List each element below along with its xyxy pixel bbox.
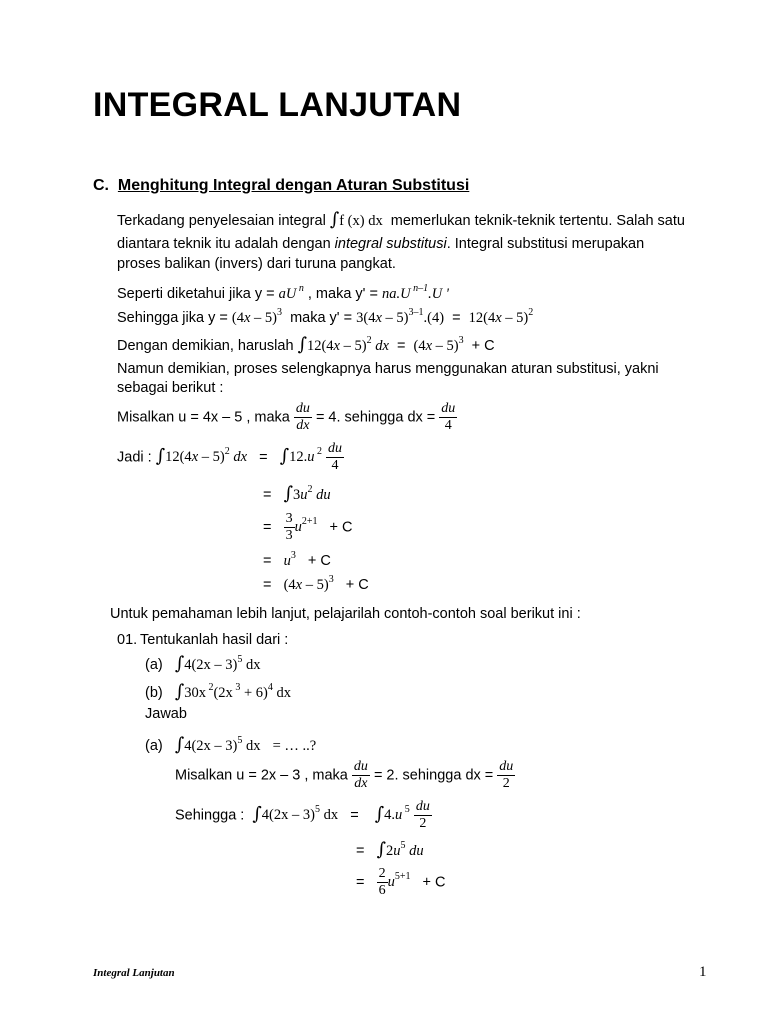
formula: $u^{2+1}$ <box>294 516 318 536</box>
jadi-step-3 <box>263 511 353 544</box>
fraction-du-2: $\frac{du}{2}$ <box>499 759 514 791</box>
sehingga-step-2 <box>356 839 424 860</box>
label-b: (b) <box>145 685 163 701</box>
misalkan-text: = 2. sehingga dx = <box>373 767 494 784</box>
fraction-du-dx: $\frac{du}{dx}$ <box>295 401 310 433</box>
fraction-du-4: $\frac{du}{4}$ <box>441 401 456 433</box>
formula: $u^3$ <box>283 550 296 569</box>
integral-sign: ∫ <box>174 681 185 702</box>
jadi-label: Jadi : <box>117 449 152 466</box>
intro-line-3: proses balikan (invers) dari turuna pangkat. <box>117 256 396 272</box>
formula: 4(2x – 3)$^5$ dx <box>184 654 261 673</box>
misalkan-text: Misalkan u = 4x – 5 , maka <box>117 409 290 426</box>
fraction-du-2: $\frac{du}{2}$ <box>415 799 430 831</box>
namun-line-2: sebagai berikut : <box>117 380 224 396</box>
dengan-line <box>117 334 495 355</box>
misalkan-text: = 4. sehingga dx = <box>315 409 436 426</box>
misalkan-text: Misalkan u = 2x – 3 , maka <box>175 767 348 784</box>
intro-text: Terkadang penyelesaian integral <box>117 213 326 229</box>
fraction-du-dx: $\frac{du}{dx}$ <box>353 759 368 791</box>
label-a: (a) <box>145 657 163 673</box>
seperti-text: Seperti diketahui jika y = <box>117 286 275 302</box>
equals: = <box>263 519 272 536</box>
section-heading <box>93 177 469 195</box>
sehingga-maka: maka y' = <box>290 310 353 326</box>
formula-y: aU $^n$ <box>278 283 304 302</box>
equals: = <box>350 807 359 824</box>
misalkan-line-2 <box>175 759 515 792</box>
integral-sign: ∫ <box>297 334 307 355</box>
constant: + C <box>345 577 369 593</box>
dengan-text: Dengan demikian, haruslah <box>117 338 294 354</box>
equals: = <box>263 577 272 593</box>
jadi-step-5 <box>263 574 369 594</box>
sehingga-label: Sehingga : <box>175 807 245 824</box>
footer-title: Integral Lanjutan <box>93 967 175 979</box>
formula: $u^{5+1}$ <box>387 871 411 891</box>
equals: = <box>263 553 272 569</box>
equals: = <box>259 449 268 466</box>
seperti-maka: , maka y' = <box>307 286 378 302</box>
namun-line-1: Namun demikian, proses selengkapnya harus menggunakan aturan substitusi, yakni <box>117 361 659 377</box>
formula: 12.u $^2$ <box>289 446 322 466</box>
equals: = <box>356 843 365 859</box>
intro-text: memerlukan teknik-teknik tertentu. Salah satu <box>390 213 685 229</box>
integral-sign: ∫ <box>374 803 385 825</box>
label-a: (a) <box>145 738 163 754</box>
fraction-2-6: $\frac{2}{6}$ <box>378 866 386 898</box>
jadi-step-2 <box>263 483 331 504</box>
equals: = <box>263 487 272 503</box>
equals: = <box>356 874 365 891</box>
fraction-du-4: $\frac{du}{4}$ <box>327 441 342 473</box>
page-title: INTEGRAL LANJUTAN <box>93 86 462 124</box>
sehingga-line-2 <box>175 799 432 832</box>
integral-expression: f (x) dx <box>339 213 383 229</box>
jawab-a <box>145 734 316 755</box>
constant: + C <box>329 519 353 536</box>
sehingga-step-3 <box>356 866 446 899</box>
section-title: Menghitung Integral dengan Aturan Substitusi <box>117 177 470 194</box>
page-number: 1 <box>699 964 707 980</box>
intro-text: diantara teknik itu adalah dengan <box>117 236 331 252</box>
constant: + C <box>307 553 331 569</box>
intro-line-2 <box>117 236 644 252</box>
formula: 4(2x – 3)$^5$ dx <box>184 735 261 754</box>
dots: = … ..? <box>272 738 317 754</box>
formula: 3(4x – 5)$^{3-1}$.(4) <box>356 307 445 326</box>
soal-text: Tentukanlah hasil dari : <box>140 632 289 648</box>
formula: $2u^5$ du <box>385 840 424 859</box>
jawab-label: Jawab <box>145 706 187 722</box>
formula: (4x – 5)$^3$ <box>413 335 464 354</box>
formula: (4x – 5)$^3$ <box>283 574 334 593</box>
sehingga-line <box>117 307 534 327</box>
intro-text: . Integral substitusi merupakan <box>446 236 645 252</box>
intro-emphasis: integral substitusi <box>334 236 447 252</box>
integral-sign: ∫ <box>283 483 293 504</box>
section-letter: C. <box>93 177 109 194</box>
formula: 30x $^2$(2x $^3$ + 6)$^4$ dx <box>184 682 291 701</box>
integral-sign: ∫ <box>155 445 166 467</box>
seperti-line <box>117 283 449 303</box>
formula: 12(4x – 5)$^2$ dx <box>306 335 389 354</box>
formula: 4.u $^5$ <box>384 804 410 824</box>
integral-sign: ∫ <box>279 445 290 467</box>
formula: 12(4x – 5)$^2$ dx <box>165 446 248 466</box>
sehingga-text: Sehingga jika y = <box>117 310 228 326</box>
formula: 4(2x – 3)$^5$ dx <box>261 804 339 824</box>
fraction-3-3: $\frac{3}{3}$ <box>285 511 293 543</box>
constant: + C <box>471 338 495 354</box>
intro-line-1 <box>117 209 685 230</box>
equals: = <box>452 310 461 326</box>
constant: + C <box>422 874 446 891</box>
formula-y-prime: na.U $^{n-1}$.U ' <box>381 283 449 302</box>
integral-sign: ∫ <box>174 734 185 755</box>
equals: = <box>396 338 406 354</box>
formula: 12(4x – 5)$^2$ <box>468 307 534 326</box>
jadi-step-4 <box>263 550 331 570</box>
formula: (4x – 5)$^3$ <box>231 307 282 326</box>
soal-a <box>145 653 261 674</box>
integral-sign: ∫ <box>174 653 185 674</box>
misalkan-line-1 <box>117 401 457 434</box>
formula: $3u^2$ du <box>292 484 331 503</box>
untuk-line: Untuk pemahaman lebih lanjut, pelajarilah contoh-contoh soal berikut ini : <box>110 606 581 622</box>
jadi-line <box>117 441 344 474</box>
soal-b <box>145 681 291 702</box>
integral-sign: ∫ <box>252 803 262 825</box>
integral-sign: ∫ <box>329 209 340 230</box>
soal-number: 01. <box>117 632 138 648</box>
integral-sign: ∫ <box>376 839 386 860</box>
